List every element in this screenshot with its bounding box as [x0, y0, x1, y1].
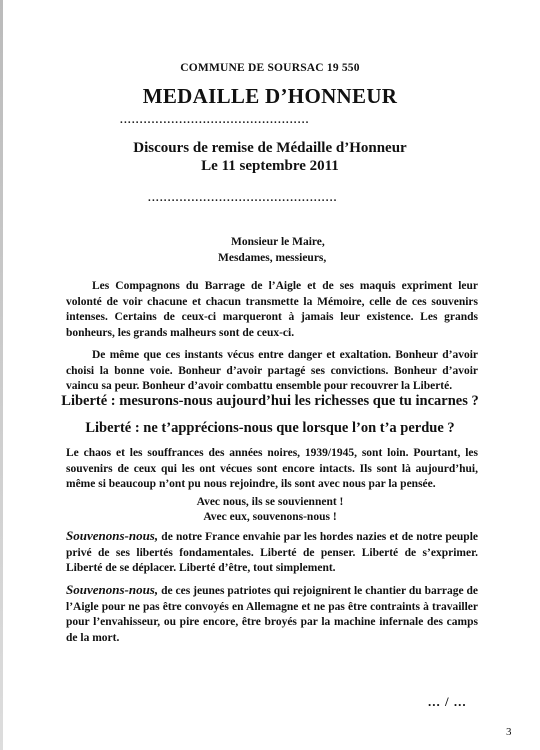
paragraph-2: De même que ces instants vécus entre danger et exaltation. Bonheur d’avoir choisi la bonne voie. Bonheur d’avoir partagé ses convictions. Bonheur d’avoir vaincu sa peur. Bonheur d’avoir combattu ensemble pour recouvrer la Liberté.	[66, 349, 478, 392]
subtitle-line1: Discours de remise de Médaille d’Honneur	[133, 140, 407, 156]
commune-heading: COMMUNE DE SOURSAC 19 550	[180, 62, 360, 74]
separator-bottom: ................................................	[148, 192, 338, 204]
paragraph-4-text: de notre France envahie par les hordes nazies et de notre peuple privé de ses libertés fondamentales. Liberté de penser. Liberté de s’exprimer. Liberté de se déplacer. Liberté d’être, tout simplement.	[66, 531, 478, 574]
paragraph-4	[66, 528, 478, 577]
remembrance-line2: Avec eux, souvenons-nous !	[203, 511, 337, 523]
paragraph-5	[66, 582, 478, 646]
separator-top: ................................................	[120, 114, 310, 126]
salutation-line1: Monsieur le Maire,	[231, 236, 325, 248]
paragraph-5-lead: Souvenons-nous,	[66, 582, 159, 597]
liberty-question-1: Liberté : mesurons-nous aujourd’hui les richesses que tu incarnes ?	[61, 393, 479, 409]
subtitle-line2: Le 11 septembre 2011	[201, 158, 339, 174]
document-title: MEDAILLE D’HONNEUR	[142, 84, 398, 108]
paragraph-3: Le chaos et les souffrances des années noires, 1939/1945, sont loin. Pourtant, les souvenirs de ceux qui les ont vécues sont encore intacts. Ils sont là aujourd’hui, même si beaucoup n’ont pu nous rejoindre, ils sont avec nous par la pensée.	[66, 447, 478, 490]
liberty-question-2: Liberté : ne t’apprécions-nous que lorsque l’on t’a perdue ?	[85, 420, 455, 436]
page-number: 3	[506, 726, 512, 738]
scan-edge	[0, 0, 3, 750]
paragraph-5-text: de ces jeunes patriotes qui rejoignirent le chantier du barrage de l’Aigle pour ne pas être convoyés en Allemagne et ne pas être contraints à travailler pour l’envahisseur, ou pire encore, être broyés par la machine infernale des camps de la mort.	[66, 585, 478, 644]
paragraph-1: Les Compagnons du Barrage de l’Aigle et de ses maquis expriment leur volonté de voir chacune et chacun transmette la Mémoire, celle de ces souvenirs intenses. Certains de ceux-ci marqueront à jamais leur existence. Les grands bonheurs, les grands malheurs sont de ceux-ci.	[66, 280, 478, 339]
salutation-line2: Mesdames, messieurs,	[218, 252, 327, 264]
remembrance-line1: Avec nous, ils se souviennent !	[196, 496, 344, 508]
continuation-mark: ... / ...	[428, 694, 467, 709]
paragraph-4-lead: Souvenons-nous,	[66, 528, 159, 543]
